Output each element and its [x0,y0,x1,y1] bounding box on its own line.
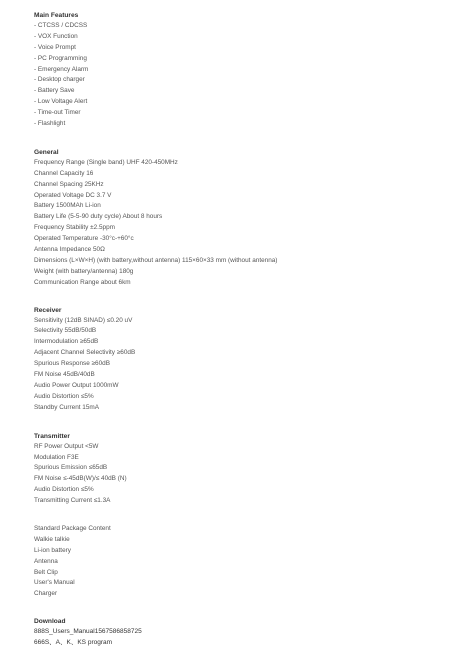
spec-line: Frequency Stability ±2.5ppm [34,224,115,232]
package-line: Li-ion battery [34,546,71,554]
spec-line: Selectivity 55dB/50dB [34,327,97,335]
spec-line: Battery 1500MAh Li-ion [34,202,101,210]
spec-line: Operated Temperature -30°c-+60°c [34,235,134,243]
spec-line: Standby Current 15mA [34,403,100,411]
feature-item: - PC Programming [34,54,87,62]
package-line: User's Manual [34,579,75,587]
spec-line: RF Power Output <5W [34,442,99,450]
package-line: Walkie talkie [34,535,70,543]
spec-line: Spurious Emission ≤65dB [34,464,108,472]
feature-item: - Low Voltage Alert [34,98,88,106]
spec-line: Operated Voltage DC 3.7 V [34,191,112,199]
spec-document [34,10,444,649]
package-line: Standard Package Content [34,524,111,532]
transmitter-heading: Transmitter [34,432,70,440]
download-link-program[interactable]: 666S、A、K、KS program [34,639,113,647]
feature-item: - CTCSS / CDCSS [34,22,88,29]
spec-line: FM Noise ≤-45dB(W)/≤ 40dB (N) [34,475,127,483]
spec-line: FM Noise 45dB/40dB [34,371,95,379]
spec-line: Frequency Range (Single band) UHF 420-450MHz [34,158,178,166]
spec-line: Communication Range about 6km [34,278,131,286]
package-line: Charger [34,590,58,598]
spec-line: Dimensions (L×W×H) (with battery,without antenna) 115×60×33 mm (without antenna) [34,256,278,264]
transmitter-section [34,431,444,507]
spec-line: Adjacent Channel Selectivity ≥60dB [34,349,136,357]
feature-item: - Flashlight [34,120,66,128]
receiver-heading: Receiver [34,306,62,314]
spec-line: Weight (with battery/antenna) 180g [34,267,134,275]
download-section [34,616,444,649]
spec-line: Channel Spacing 25KHz [34,180,104,188]
general-heading: General [34,148,59,156]
receiver-section [34,305,444,414]
download-link-manual[interactable]: 888S_Users_Manual1567586858725 [34,628,142,636]
feature-item: - Desktop charger [34,76,85,84]
spec-line: Antenna Impedance 50Ω [34,246,105,254]
feature-item: - Battery Save [34,87,75,95]
package-line: Belt Clip [34,568,58,576]
spec-line: Audio Distortion ≤5% [34,486,94,494]
spec-line: Battery Life (5-5-90 duty cycle) About 8 hours [34,213,163,221]
package-line: Antenna [34,557,58,565]
main-features-heading: Main Features [34,12,79,19]
spec-line: Transmitting Current ≤1.3A [34,497,111,505]
download-heading: Download [34,618,66,626]
package-section [34,524,444,600]
spec-line: Modulation F3E [34,453,79,461]
spec-line: Channel Capacity 16 [34,169,94,177]
general-section [34,147,444,289]
feature-item: - Time-out Timer [34,109,81,117]
main-features-section [34,10,444,130]
spec-line: Intermodulation ≥65dB [34,338,99,346]
spec-line: Audio Distortion ≤5% [34,392,94,400]
feature-item: - VOX Function [34,32,78,40]
spec-line: Spurious Response ≥60dB [34,360,110,368]
spec-line: Audio Power Output 1000mW [34,381,119,389]
feature-item: - Emergency Alarm [34,65,89,73]
spec-line: Sensitivity (12dB SINAD) ≤0.20 uV [34,316,133,324]
feature-item: - Voice Prompt [34,43,76,51]
